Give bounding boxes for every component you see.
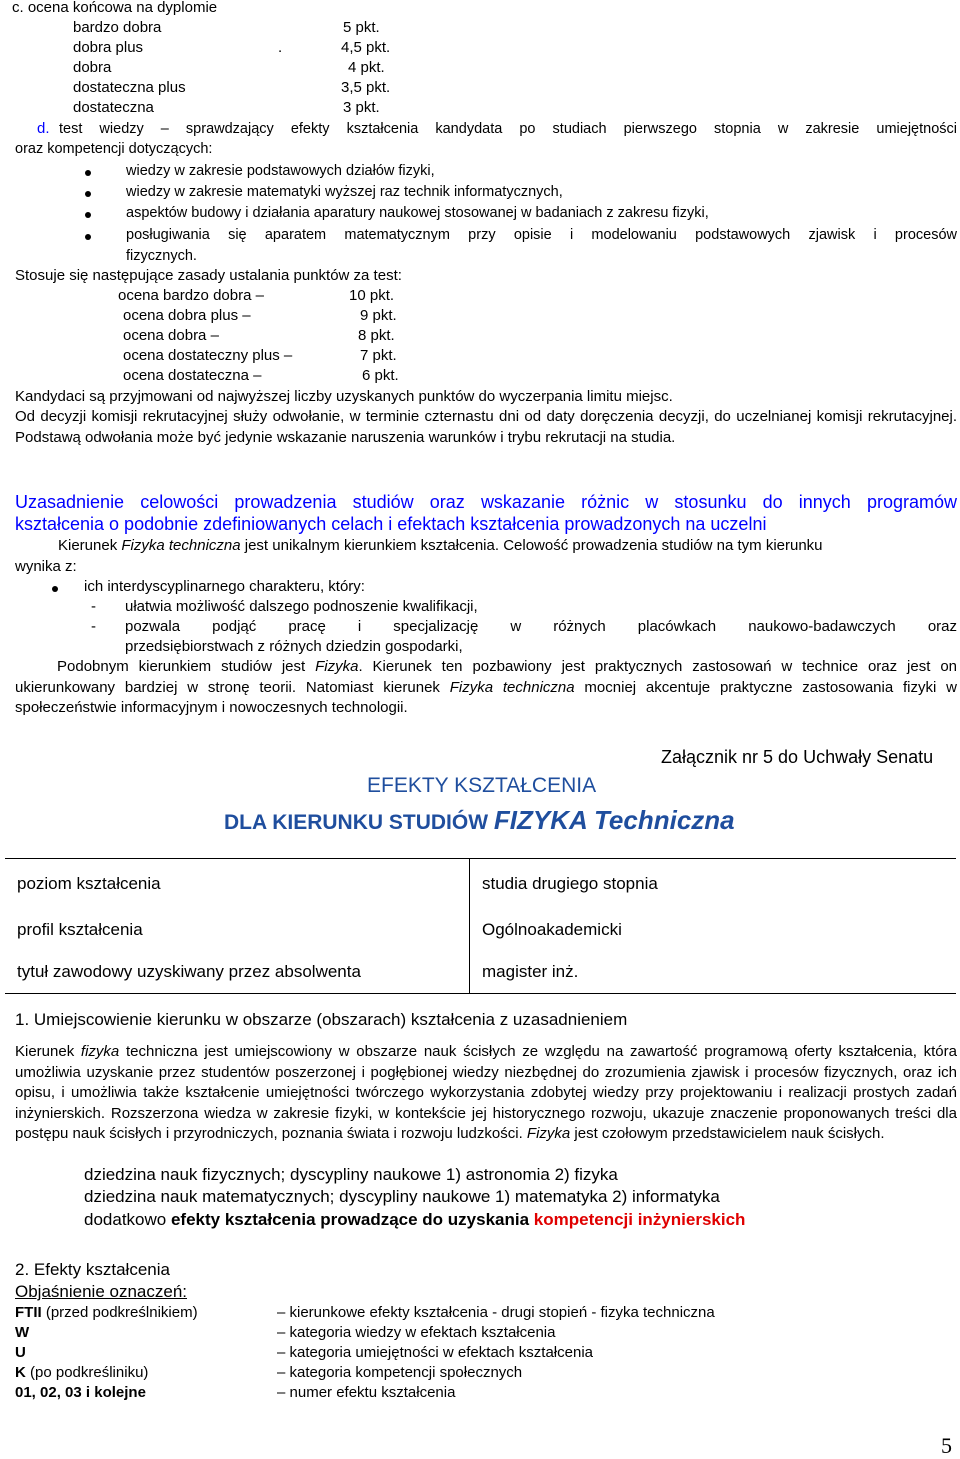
p1-b: jest unikalnym kierunkiem kształcenia. Celowość prowadzenia studiów na tym kierunku — [240, 537, 823, 554]
table-label: profil kształcenia — [17, 919, 143, 939]
table-row — [5, 909, 956, 951]
justification-heading-1: Uzasadnienie celowości prowadzenia studiów oraz wskazanie różnic w stosunku do innych programów — [15, 492, 957, 512]
score-value: 6 pkt. — [362, 367, 399, 384]
p2-italic1: Fizyka — [315, 658, 359, 675]
dash-glyph: - — [91, 598, 96, 615]
bullet-dot — [85, 234, 91, 240]
grade-value: 5 pkt. — [343, 19, 380, 36]
dash-glyph: - — [91, 618, 96, 635]
legend-desc: – kierunkowe efekty kształcenia - drugi stopień - fizyka techniczna — [277, 1304, 715, 1321]
score-label: ocena bardzo dobra – — [118, 287, 264, 304]
legend-code — [15, 1383, 146, 1403]
code-note: (po podkreśliniku) — [25, 1364, 149, 1381]
bullet-dot — [85, 191, 91, 197]
s1-italic: fizyka — [80, 1043, 120, 1060]
score-value: 8 pkt. — [358, 327, 395, 344]
grade-dot: . — [278, 39, 283, 56]
justification-dash1: ułatwia możliwość dalszego podnoszenie kwalifikacji, — [125, 598, 478, 615]
doc-subtitle — [224, 806, 735, 837]
score-value: 7 pkt. — [360, 347, 397, 364]
grade-label: dobra — [73, 59, 112, 76]
admission-text: Kandydaci są przyjmowani od najwyższej liczby uzyskanych punktów do wyczerpania limitu miejsc. — [15, 388, 673, 405]
legend-desc: – numer efektu kształcenia — [277, 1384, 456, 1401]
attachment-note: Załącznik nr 5 do Uchwały Senatu — [661, 747, 934, 767]
info-table — [5, 858, 956, 994]
s1-italic2: Fizyka — [526, 1125, 571, 1142]
p1-c: wynika z: — [15, 557, 77, 575]
code: W — [15, 1324, 30, 1341]
grade-value: 4,5 pkt. — [341, 39, 391, 56]
s1-b: techniczna jest umiejscowiony w obszarze nauk ścisłych ze względu na zawartość programową oferty kształcenia, która umożliwia uzyskanie przez studentów poszerzonej i pogłębionej wiedzy niezbędnej do zrozumienia zjawisk i procesów fizycznych, oraz ich opisu, i umożliwia także kształcenie umiejętności twórczego wykorzystania zdobytej wiedzy przy projektowaniu i realizacji prostych zadań inżynierskich. Rozszerzona wiedza w zakresie fizyki, w kontekście jej historycznego rozwoju, ukazuje znaczenie proponowanych treści dla postępu nauk ścisłych i przyrodniczych, poznania świata i rozwoju ludzkości. — [15, 1043, 957, 1142]
grades-title: c. ocena końcowa na dyplomie — [12, 0, 218, 16]
grade-value: 3,5 pkt. — [341, 79, 391, 96]
domain-line-3 — [84, 1209, 745, 1231]
test-bullet: posługiwania się aparatem matematycznym przy opisie i modelowaniu podstawowych zjawisk i procesów — [126, 227, 957, 243]
test-line2: oraz kompetencji dotyczących: — [15, 141, 213, 157]
test-bullet: wiedzy w zakresie podstawowych działów fizyki, — [126, 163, 435, 179]
table-row — [5, 859, 956, 909]
table-row — [5, 951, 956, 994]
p2-italic2: Fizyka techniczna — [449, 678, 575, 696]
bullet-dot — [85, 212, 91, 218]
d3-a: dodatkowo — [84, 1210, 171, 1229]
grade-value: 3 pkt. — [343, 99, 380, 116]
score-value: 10 pkt. — [349, 287, 395, 304]
score-label: ocena dobra plus – — [123, 307, 251, 324]
d3-b: efekty kształcenia prowadzące do uzyskania — [170, 1210, 534, 1229]
section1-heading: 1. Umiejscowienie kierunku w obszarze (obszarach) kształcenia z uzasadnieniem — [15, 1010, 628, 1029]
code: U — [15, 1344, 26, 1361]
grade-label: bardzo dobra — [73, 19, 162, 36]
d3-c: kompetencji inżynierskich — [533, 1210, 746, 1229]
justification-p2 — [15, 657, 957, 719]
subtitle-a: DLA KIERUNKU STUDIÓW — [224, 811, 494, 834]
legend-desc: – kategoria kompetencji społecznych — [277, 1364, 523, 1381]
test-line1: test wiedzy – sprawdzający efekty kształcenia kandydata po studiach pierwszego stopnia w zakresie umiejętności — [59, 121, 957, 137]
legend-desc: – kategoria umiejętności w efektach kształcenia — [277, 1344, 593, 1361]
score-label: ocena dostateczny plus – — [123, 347, 293, 364]
test-bullet-cont: fizycznych. — [126, 248, 197, 264]
subtitle-b: FIZYKA Techniczna — [493, 805, 735, 835]
legend-code — [15, 1343, 26, 1363]
code: 01, 02, 03 i kolejne — [15, 1384, 146, 1401]
domain-line-2: dziedzina nauk matematycznych; dyscypliny naukowe 1) matematyka 2) informatyka — [84, 1187, 720, 1206]
test-bullet: wiedzy w zakresie matematyki wyższej raz technik informatycznych, — [126, 184, 563, 200]
doc-title: EFEKTY KSZTAŁCENIA — [367, 774, 597, 797]
test-prefix: d. — [37, 120, 50, 137]
page-number: 5 — [941, 1433, 952, 1458]
justification-bullet: ich interdyscyplinarnego charakteru, który: — [84, 578, 365, 595]
rules-intro: Stosuje się następujące zasady ustalania punktów za test: — [15, 267, 402, 284]
p2-c: mocniej akcentuje praktyczne zastosowania fizyki w społeczeństwie informacyjnym i nowoczesnych technologii. — [15, 678, 957, 716]
bullet-dot — [52, 586, 58, 592]
table-value: magister inż. — [470, 951, 957, 994]
bullet-dot — [85, 170, 91, 176]
table-value: studia drugiego stopnia — [470, 859, 957, 909]
p2-a: Podobnym kierunkiem studiów jest — [57, 658, 316, 675]
section2-heading: 2. Efekty kształcenia — [15, 1260, 170, 1279]
justification-p1 — [15, 536, 957, 577]
code: FTII — [15, 1304, 42, 1321]
legend-code — [15, 1323, 29, 1343]
justification-heading-2: kształcenia o podobnie zdefiniowanych celach i efektach kształcenia prowadzonych na uczelni — [15, 514, 767, 534]
p2-b: . Kierunek ten pozbawiony jest praktycznych zastosowań w technice oraz jest on ukierunkowany bardziej w stronę teorii. Natomiast kierunek — [15, 658, 958, 696]
table-label: tytuł zawodowy uzyskiwany przez absolwenta — [17, 961, 361, 981]
grade-label: dostateczna plus — [73, 79, 186, 96]
justification-dash2: pozwala podjąć pracę i specjalizację w różnych placówkach naukowo-badawczych oraz — [125, 618, 957, 635]
score-label: ocena dostateczna – — [123, 367, 262, 384]
p1-a: Kierunek — [58, 537, 122, 554]
test-bullet: aspektów budowy i działania aparatury naukowej stosowanej w badaniach z zakresu fizyki, — [126, 205, 709, 221]
grade-label: dostateczna — [73, 99, 154, 116]
legend-title: Objaśnienie oznaczeń: — [15, 1282, 188, 1301]
justification-dash2-cont: przedsiębiorstwach z różnych dziedzin gospodarki, — [125, 638, 463, 655]
grade-value: 4 pkt. — [348, 59, 385, 76]
appeal-text: Od decyzji komisji rekrutacyjnej służy odwołanie, w terminie czternastu dni od daty doręczenia decyzji, do uczelnianej komisji rekrutacyjnej. Podstawą odwołania może być jedynie wskazanie naruszenia warunków i trybu rekrutacji na studia. — [15, 408, 957, 446]
p1-italic: Fizyka techniczna — [121, 537, 241, 554]
table-label: poziom kształcenia — [17, 873, 161, 893]
s1-c: jest czołowym przedstawicielem nauk ścisłych. — [570, 1125, 885, 1142]
table-value: Ogólnoakademicki — [470, 909, 957, 951]
score-value: 9 pkt. — [360, 307, 397, 324]
legend-code — [15, 1363, 148, 1383]
code: K — [15, 1364, 26, 1381]
grade-label: dobra plus — [73, 39, 144, 56]
s1-a: Kierunek — [15, 1043, 81, 1060]
code-note: (przed podkreślnikiem) — [41, 1304, 198, 1321]
legend-desc: – kategoria wiedzy w efektach kształcenia — [277, 1324, 556, 1341]
score-label: ocena dobra – — [123, 327, 219, 344]
domain-line-1: dziedzina nauk fizycznych; dyscypliny naukowe 1) astronomia 2) fizyka — [84, 1165, 618, 1184]
section1-text — [15, 1042, 957, 1145]
legend-code — [15, 1303, 198, 1323]
